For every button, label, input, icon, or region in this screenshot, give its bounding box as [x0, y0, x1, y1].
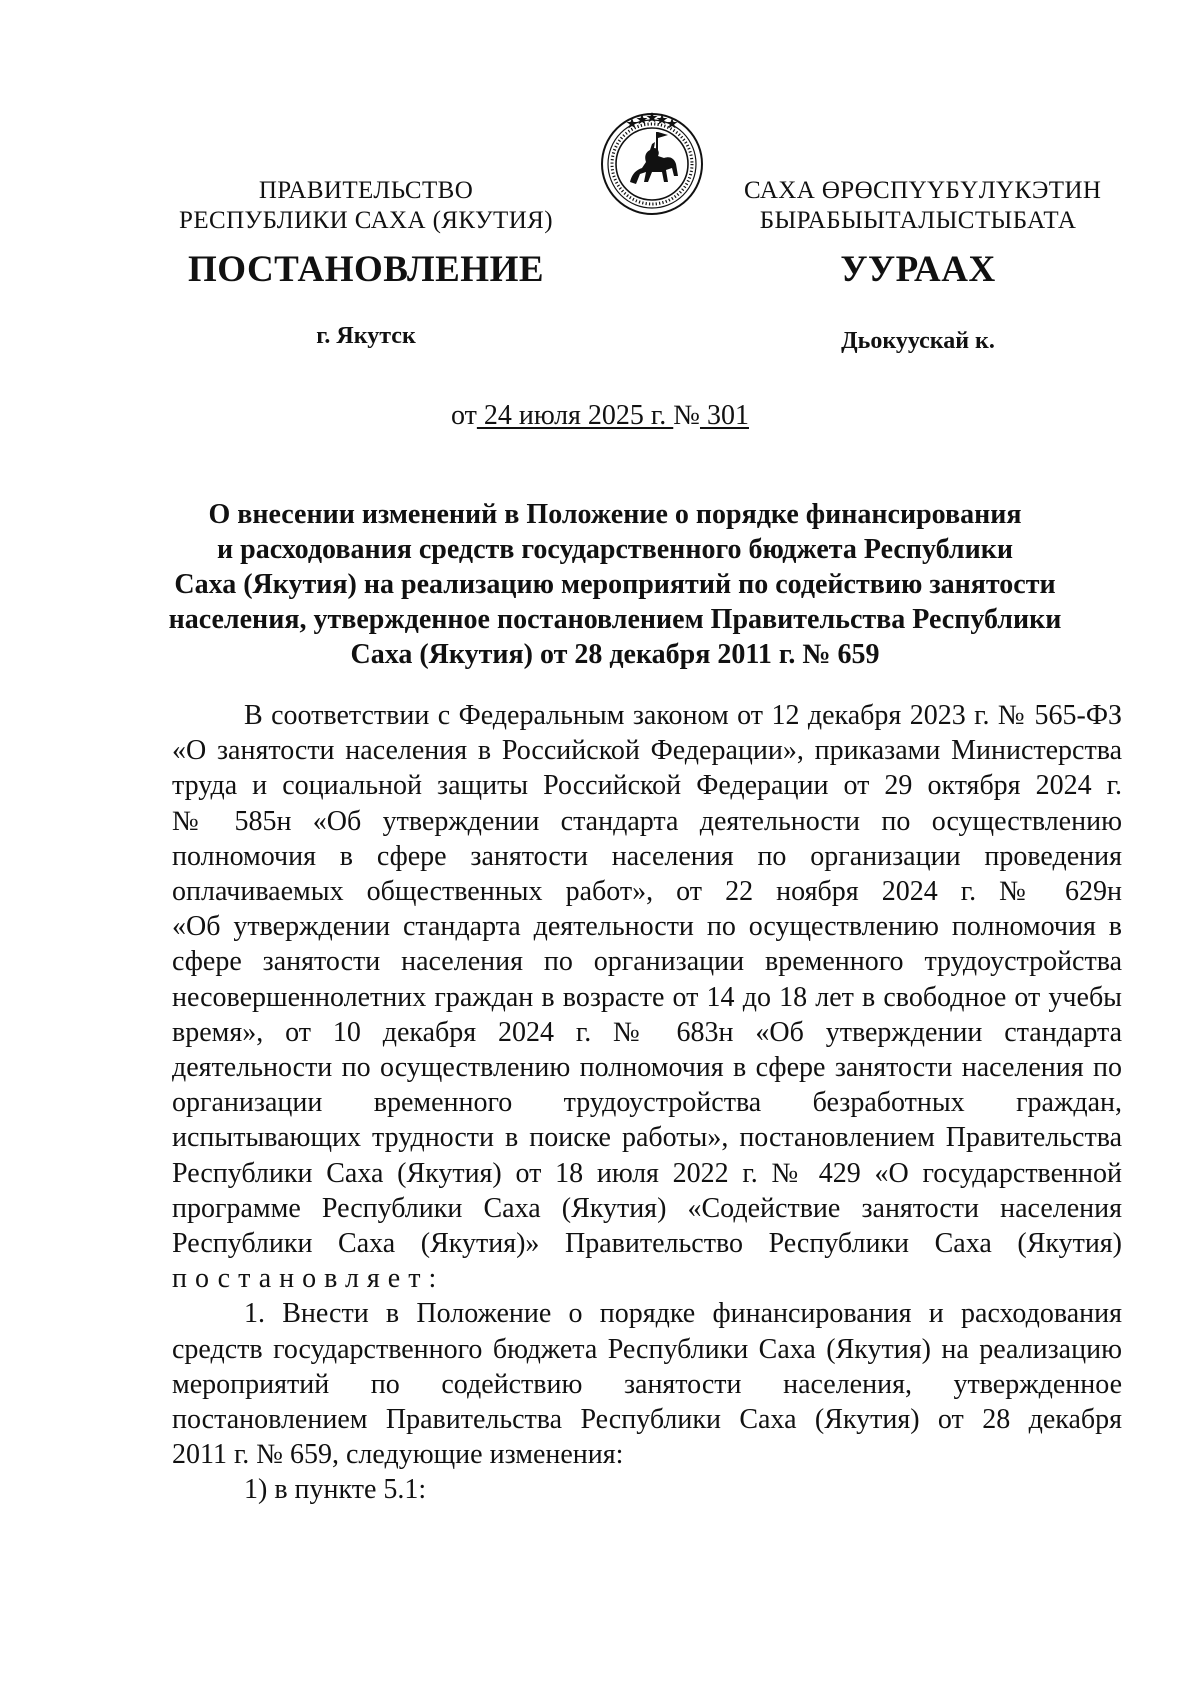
body-line: организации временного трудоустройства безработных граждан,: [172, 1087, 1122, 1119]
government-name-sakha: [744, 176, 1102, 236]
body-line: Республики Саха (Якутия)» Правительство Республики Саха (Якутия): [172, 1228, 1122, 1260]
document-type-ru: ПОСТАНОВЛЕНИЕ: [187, 249, 545, 290]
number-sign: №: [673, 400, 700, 431]
government-name-sakha-line1: САХА ӨРӨСПҮҮБҮЛҮКЭТИН: [744, 177, 1102, 204]
document-type-sakha: УУРААХ: [840, 249, 996, 290]
date-number-line: [0, 400, 1200, 432]
body-line: деятельности по осуществлению полномочия в сфере занятости населения по: [172, 1052, 1122, 1084]
title-line: и расходования средств государственного бюджета Республики: [216, 534, 1013, 565]
document-title: [150, 497, 1080, 672]
date-prefix: от: [451, 400, 477, 431]
city-ru: г. Якутск: [316, 323, 416, 349]
body-line: В соответствии с Федеральным законом от 12 декабря 2023 г. № 565-ФЗ: [244, 700, 1122, 731]
body-line: программе Республики Саха (Якутия) «Содействие занятости населения: [172, 1192, 1122, 1224]
coat-of-arms-icon: [596, 106, 708, 218]
body-line: сфере занятости населения по организации временного трудоустройства: [172, 946, 1122, 978]
document-number: 301: [699, 400, 749, 431]
body-line: № 585н «Об утверждении стандарта деятельности по осуществлению: [172, 805, 1122, 837]
city-sakha: Дьокуускай к.: [841, 328, 995, 354]
body-line: труда и социальной защиты Российской Федерации от 29 октября 2024 г.: [172, 770, 1122, 802]
body-line: «Об утверждении стандарта деятельности по осуществлению полномочия в: [172, 911, 1122, 943]
government-name-sakha-line2: БЫРАБЫЫТАЛЫСТЫБАТА: [759, 207, 1077, 234]
body-line: «О занятости населения в Российской Федерации», приказами Министерства: [172, 735, 1122, 767]
title-line: Саха (Якутия) от 28 декабря 2011 г. № 659: [350, 639, 880, 670]
body-line: постановлением Правительства Республики Саха (Якутия) от 28 декабря: [172, 1404, 1122, 1436]
document-body: [172, 698, 1122, 1508]
body-line: 1. Внести в Положение о порядке финансирования и расходования: [244, 1298, 1122, 1330]
body-line: мероприятий по содействию занятости населения, утвержденное: [172, 1368, 1122, 1400]
government-name-ru: [168, 176, 564, 236]
body-line: средств государственного бюджета Республики Саха (Якутия) на реализацию: [172, 1333, 1122, 1365]
body-line: 2011 г. № 659, следующие изменения:: [172, 1439, 624, 1471]
body-line: оплачиваемых общественных работ», от 22 ноября 2024 г. № 629н: [172, 876, 1122, 908]
title-line: населения, утвержденное постановлением Правительства Республики: [168, 604, 1062, 635]
body-line: Республики Саха (Якутия) от 18 июля 2022 г. № 429 «О государственной: [172, 1157, 1122, 1189]
title-line: Саха (Якутия) на реализацию мероприятий по содействию занятости: [174, 569, 1056, 600]
title-line: О внесении изменений в Положение о порядке финансирования: [208, 499, 1022, 530]
document-date: 24 июля 2025 г.: [476, 400, 674, 431]
body-line: 1) в пункте 5.1:: [244, 1474, 427, 1506]
government-name-ru-line2: РЕСПУБЛИКИ САХА (ЯКУТИЯ): [179, 207, 553, 234]
body-line: время», от 10 декабря 2024 г. № 683н «Об утверждении стандарта: [172, 1016, 1122, 1048]
body-line-decree-word: постановляет:: [172, 1263, 445, 1295]
body-line: испытывающих трудности в поиске работы», постановлением Правительства: [172, 1122, 1122, 1154]
body-line: несовершеннолетних граждан в возрасте от 14 до 18 лет в свободное от учебы: [172, 981, 1122, 1013]
government-name-ru-line1: ПРАВИТЕЛЬСТВО: [258, 177, 474, 204]
body-line: полномочия в сфере занятости населения по организации проведения: [172, 840, 1122, 872]
